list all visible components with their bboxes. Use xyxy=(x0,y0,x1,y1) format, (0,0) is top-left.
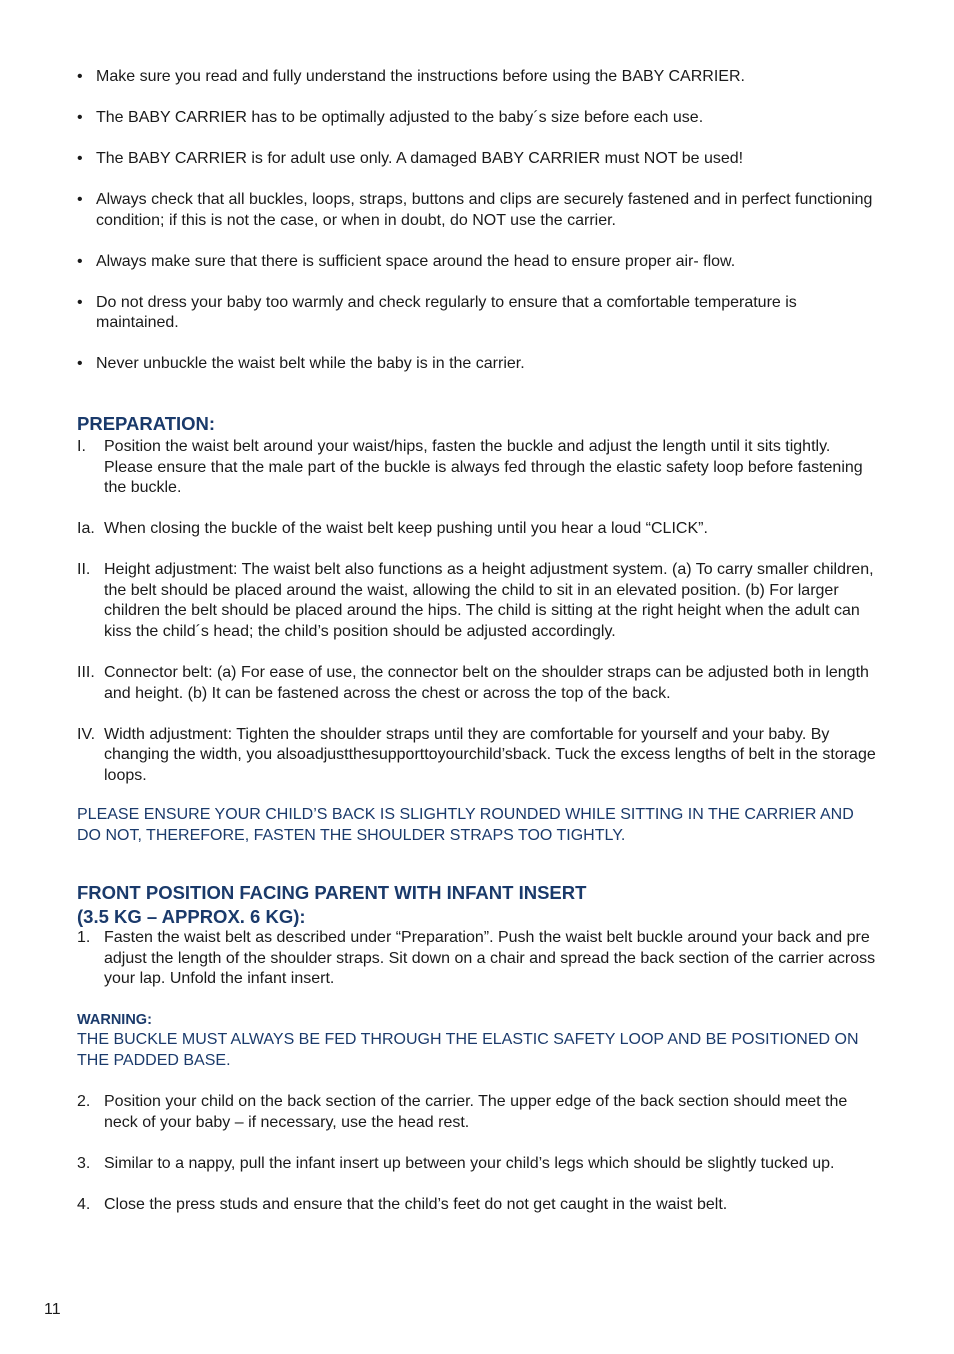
step-number: II. xyxy=(77,561,91,579)
list-item xyxy=(77,67,877,88)
preparation-heading: PREPARATION: xyxy=(77,413,216,434)
step-text: Position your child on the back section of the carrier. The upper edge of the back section should meet the neck of your baby – if necessary, use the head rest. xyxy=(104,1093,848,1131)
front-position-heading-line2: (3.5 KG – APPROX. 6 KG): xyxy=(77,906,306,927)
step-text: Width adjustment: Tighten the shoulder straps until they are comfortable for yourself and your baby. By changing the width, you alsoadjustthesupporttoyourchild’sback. Tuck the excess lengths of belt in the storage loops. xyxy=(104,725,876,784)
bullet-marker: • xyxy=(77,108,83,126)
list-item xyxy=(77,1092,877,1133)
list-item xyxy=(77,149,877,170)
step-number: 1. xyxy=(77,929,91,946)
safety-bullet-list xyxy=(77,67,877,395)
front-position-steps xyxy=(77,1092,877,1236)
bullet-text: The BABY CARRIER is for adult use only. A damaged BABY CARRIER must NOT be used! xyxy=(96,149,744,167)
bullet-marker: • xyxy=(77,190,83,208)
bullet-marker: • xyxy=(77,355,83,373)
page-number: 11 xyxy=(44,1301,61,1318)
list-item xyxy=(77,725,877,787)
step-number: 2. xyxy=(77,1093,91,1110)
step-text: Close the press studs and ensure that the child’s feet do not get caught in the waist belt. xyxy=(104,1195,728,1213)
step-text: Height adjustment: The waist belt also functions as a height adjustment system. (a) To carry smaller children, the belt should be placed around the waist, allowing the child to sit in an elevated position. (b) For larger children the belt should be placed around the hips. The child is sitting at the right height when the adult can kiss the child´s head; the child’s position should be adjusted accordingly. xyxy=(104,561,874,640)
list-item xyxy=(77,108,877,129)
bullet-marker: • xyxy=(77,68,83,85)
list-item xyxy=(77,1154,877,1175)
front-position-heading xyxy=(77,881,586,929)
list-item xyxy=(77,519,877,540)
bullet-text: Always make sure that there is sufficient space around the head to ensure proper air- flow. xyxy=(96,252,736,270)
step-text: Connector belt: (a) For ease of use, the connector belt on the shoulder straps can be adjusted both in length and height. (b) It can be fastened across the chest or across the top of the back. xyxy=(104,663,869,702)
step-text: When closing the buckle of the waist belt keep pushing until you hear a loud “CLICK”. xyxy=(104,520,708,538)
warning-label: WARNING: xyxy=(77,1012,152,1028)
bullet-text: Always check that all buckles, loops, straps, buttons and clips are securely fastened and in perfect functioning condition; if this is not the case, or when in doubt, do NOT use the carrier. xyxy=(96,190,873,229)
preparation-steps xyxy=(77,437,877,807)
bullet-marker: • xyxy=(77,252,83,270)
bullet-text: The BABY CARRIER has to be optimally adjusted to the baby´s size before each use. xyxy=(96,108,704,126)
preparation-notice: PLEASE ENSURE YOUR CHILD’S BACK IS SLIGHTLY ROUNDED WHILE SITTING IN THE CARRIER AND DO NOT, THEREFORE, FASTEN THE SHOULDER STRAPS TOO TIGHTLY. xyxy=(77,806,854,844)
list-item xyxy=(77,928,877,990)
step-number: III. xyxy=(77,663,95,681)
front-position-step-1 xyxy=(77,928,877,1010)
step-number: 4. xyxy=(77,1195,91,1213)
front-position-heading-line1: FRONT POSITION FACING PARENT WITH INFANT INSERT xyxy=(77,882,587,903)
bullet-text: Do not dress your baby too warmly and check regularly to ensure that a comfortable temperature is maintained. xyxy=(96,293,797,332)
step-number: IV. xyxy=(77,725,96,743)
list-item xyxy=(77,437,877,499)
list-item xyxy=(77,293,877,334)
bullet-marker: • xyxy=(77,293,83,311)
bullet-text: Never unbuckle the waist belt while the baby is in the carrier. xyxy=(96,355,525,373)
step-text: Fasten the waist belt as described under “Preparation”. Push the waist belt buckle around your back and pre adjust the length of the shoulder straps. Sit down on a chair and spread the back section of the carrier across your lap. Unfold the infant insert. xyxy=(104,929,876,988)
step-number: 3. xyxy=(77,1154,91,1172)
bullet-marker: • xyxy=(77,149,83,167)
step-number: Ia. xyxy=(77,520,95,538)
list-item xyxy=(77,252,877,273)
list-item xyxy=(77,663,877,704)
list-item xyxy=(77,354,877,375)
warning-text: THE BUCKLE MUST ALWAYS BE FED THROUGH THE ELASTIC SAFETY LOOP AND BE POSITIONED ON THE PADDED BASE. xyxy=(77,1031,859,1069)
step-number: I. xyxy=(77,438,86,455)
list-item xyxy=(77,560,877,642)
bullet-text: Make sure you read and fully understand the instructions before using the BABY CARRIER. xyxy=(96,68,745,85)
step-text: Position the waist belt around your waist/hips, fasten the buckle and adjust the length until it sits tightly. Please ensure that the male part of the buckle is always fed through the elastic safety loop before fastening the buckle. xyxy=(104,438,863,497)
step-text: Similar to a nappy, pull the infant insert up between your child’s legs which should be slightly tucked up. xyxy=(104,1154,835,1172)
list-item xyxy=(77,190,877,231)
list-item xyxy=(77,1195,877,1216)
